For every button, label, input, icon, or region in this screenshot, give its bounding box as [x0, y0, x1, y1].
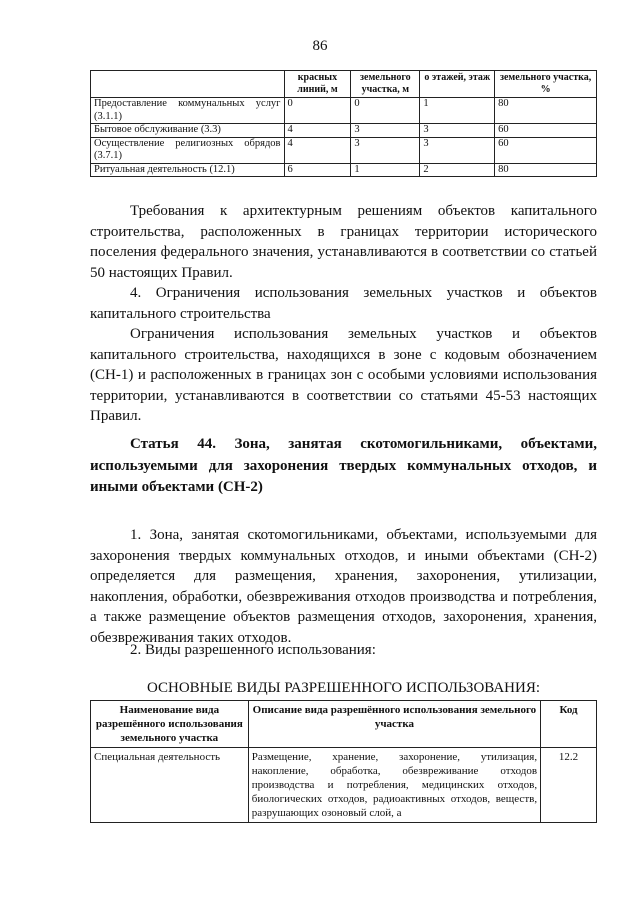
- table-cell: 3: [351, 124, 420, 138]
- column-header: Наименование вида разрешённого использования земельного участка: [91, 701, 249, 748]
- table-cell: 60: [495, 137, 597, 163]
- table-caption: ОСНОВНЫЕ ВИДЫ РАЗРЕШЕННОГО ИСПОЛЬЗОВАНИЯ:: [146, 680, 541, 696]
- paragraph-zone-definition: [90, 525, 597, 648]
- column-header: красных линий, м: [284, 71, 351, 98]
- table-row: [91, 124, 597, 138]
- table-cell: 0: [351, 98, 420, 124]
- table-cell: 80: [495, 98, 597, 124]
- paragraph-requirements: [90, 201, 597, 283]
- paragraph-text: Ограничения использования земельных участков и объектов капитального строительства, находящихся в зоне с кодовым обозначением (СН-1) и расположенных в границах зон с особыми условиями использования территории, устанавливаются в соответствии со статьями 45-53 настоящих Правил.: [90, 326, 597, 424]
- usage-types-table: [90, 700, 597, 823]
- paragraph-text: Требования к архитектурным решениям объектов капитального строительства, расположенных в границах территории исторического поселения федерального значения, устанавливаются в соответствии со статьей 50 настоящих Правил.: [90, 203, 597, 281]
- table-cell: Предоставление коммунальных услуг (3.1.1): [91, 98, 285, 124]
- table-cell: 4: [284, 124, 351, 138]
- column-header: [91, 71, 285, 98]
- table-cell: 1: [351, 163, 420, 177]
- table-cell: 4: [284, 137, 351, 163]
- table-cell: 3: [351, 137, 420, 163]
- table-row: [91, 137, 597, 163]
- page-number: 86: [312, 38, 328, 54]
- column-header: земельного участка, %: [495, 71, 597, 98]
- parameters-table: [90, 70, 597, 177]
- table-cell: 3: [420, 124, 495, 138]
- column-header: земельного участка, м: [351, 71, 420, 98]
- paragraph-text: 1. Зона, занятая скотомогильниками, объектами, используемыми для захоронения твердых коммунальных отходов, и иными объектами (СН-2) определяется для размещения, хранения, захоронения, утилизации, накопления, обработки, обезвреживания отходов производства и потребления, а также размещение объектов размещения отходов, захоронения, хранения, обезвреживания таких отходов.: [90, 527, 597, 646]
- paragraph-section-4: [90, 283, 597, 324]
- heading-text: Статья 44. Зона, занятая скотомогильниками, объектами, используемыми для захоронения твердых коммунальных отходов, и иными объектами (СН-2): [90, 436, 597, 495]
- table-header-row: [91, 71, 597, 98]
- table-cell: 6: [284, 163, 351, 177]
- paragraph-text: 4. Ограничения использования земельных участков и объектов капитального строительства: [90, 285, 597, 322]
- table-cell: 80: [495, 163, 597, 177]
- paragraph-text: 2. Виды разрешенного использования:: [130, 642, 376, 658]
- column-header: о этажей, этаж: [420, 71, 495, 98]
- table-cell: 12.2: [541, 748, 597, 823]
- table-cell: Специальная деятельность: [91, 748, 249, 823]
- table-cell: 60: [495, 124, 597, 138]
- table-cell: Ритуальная деятельность (12.1): [91, 163, 285, 177]
- article-heading: [90, 434, 597, 499]
- column-header: Код: [541, 701, 597, 748]
- table-cell: Бытовое обслуживание (3.3): [91, 124, 285, 138]
- paragraph-restrictions: [90, 324, 597, 427]
- table-cell: 3: [420, 137, 495, 163]
- table-row: [91, 98, 597, 124]
- table-cell: Осуществление религиозных обрядов (3.7.1): [91, 137, 285, 163]
- table-cell: 1: [420, 98, 495, 124]
- paragraph-usage-types: [90, 640, 597, 661]
- column-header: Описание вида разрешённого использования земельного участка: [248, 701, 540, 748]
- table-cell: 2: [420, 163, 495, 177]
- table-row: [91, 748, 597, 823]
- table-cell: Размещение, хранение, захоронение, утилизация, накопление, обработка, обезвреживание отходов производства и потребления, медицинских отходов, биологических отходов, радиоактивных отходов, веществ, разрушающих озоновый слой, а: [248, 748, 540, 823]
- table-cell: 0: [284, 98, 351, 124]
- table-header-row: [91, 701, 597, 748]
- table-row: [91, 163, 597, 177]
